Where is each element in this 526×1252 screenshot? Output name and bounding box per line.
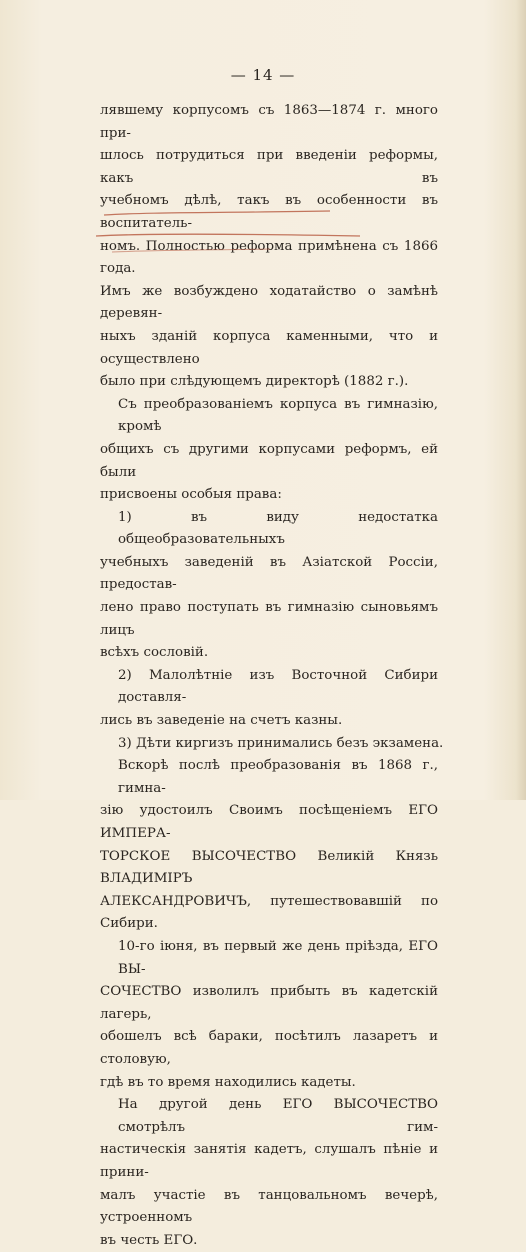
text-line: учебныхъ заведеній въ Азіатской Россіи, предостав- bbox=[100, 554, 438, 593]
text-line: лявшему корпусомъ съ 1863—1874 г. много при- bbox=[100, 103, 438, 141]
text-line: учебномъ дѣлѣ, такъ въ особенности въ воспитатель- bbox=[100, 193, 438, 231]
text-line: СОЧЕСТВО изволилъ прибыть въ кадетскій лагерь, bbox=[100, 984, 438, 1022]
text-line: Вскорѣ послѣ преобразованія въ 1868 г., гимна- bbox=[118, 758, 438, 796]
text-line: Съ преобразованіемъ корпуса въ гимназію, кромѣ bbox=[118, 396, 438, 435]
text-line: 3) Дѣти киргизъ принимались безъ экзамена. bbox=[118, 735, 444, 751]
text-line: настическія занятія кадетъ, слушалъ пѣніе и прини- bbox=[100, 1142, 438, 1180]
text-line: ТОРСКОЕ ВЫСОЧЕСТВО Великій Князь ВЛАДИМІРЪ bbox=[100, 848, 438, 887]
text-line: въ честь ЕГО. bbox=[100, 1232, 198, 1248]
text-line: присвоены особыя права: bbox=[100, 487, 282, 503]
body-text bbox=[100, 100, 444, 1252]
text-line: 1) въ виду недостатка общеобразовательныхъ bbox=[118, 509, 438, 548]
text-line: 10-го іюня, въ первый же день пріѣзда, ЕГО ВЫ- bbox=[118, 938, 438, 977]
text-line: На другой день ЕГО ВЫСОЧЕСТВО смотрѣлъ гим- bbox=[118, 1097, 438, 1135]
text-line: Имъ же возбуждено ходатайство о замѣнѣ деревян- bbox=[100, 283, 438, 322]
text-line: 2) Малолѣтніе изъ Восточной Сибири доставля- bbox=[118, 667, 438, 706]
text-line: лись въ заведеніе на счетъ казны. bbox=[100, 713, 343, 729]
text-line: номъ. Полностью реформа примѣнена съ 1866 года. bbox=[100, 238, 438, 277]
text-line: ныхъ зданій корпуса каменными, что и осуществлено bbox=[100, 328, 438, 367]
text-line: зію удостоилъ Своимъ посѣщеніемъ ЕГО ИМПЕРА- bbox=[100, 803, 438, 841]
text-line: общихъ съ другими корпусами реформъ, ей были bbox=[100, 441, 438, 480]
text-line: гдѣ въ то время находились кадеты. bbox=[100, 1074, 356, 1090]
text-line: лено право поступать въ гимназію сыновьямъ лицъ bbox=[100, 600, 438, 638]
text-line: малъ участіе въ танцовальномъ вечерѣ, устроенномъ bbox=[100, 1187, 438, 1226]
text-line: обошелъ всѣ бараки, посѣтилъ лазаретъ и столовую, bbox=[100, 1029, 438, 1067]
page-number: — 14 — bbox=[230, 66, 296, 84]
text-line: всѣхъ сословій. bbox=[100, 645, 209, 661]
text-line: АЛЕКСАНДРОВИЧЪ, путешествовавшій по Сибири. bbox=[100, 893, 438, 932]
text-line: было при слѣдующемъ директорѣ (1882 г.). bbox=[100, 374, 409, 390]
text-line: шлось потрудиться при введеніи реформы, какъ въ bbox=[100, 148, 438, 186]
page-edge-shadow bbox=[516, 0, 526, 800]
